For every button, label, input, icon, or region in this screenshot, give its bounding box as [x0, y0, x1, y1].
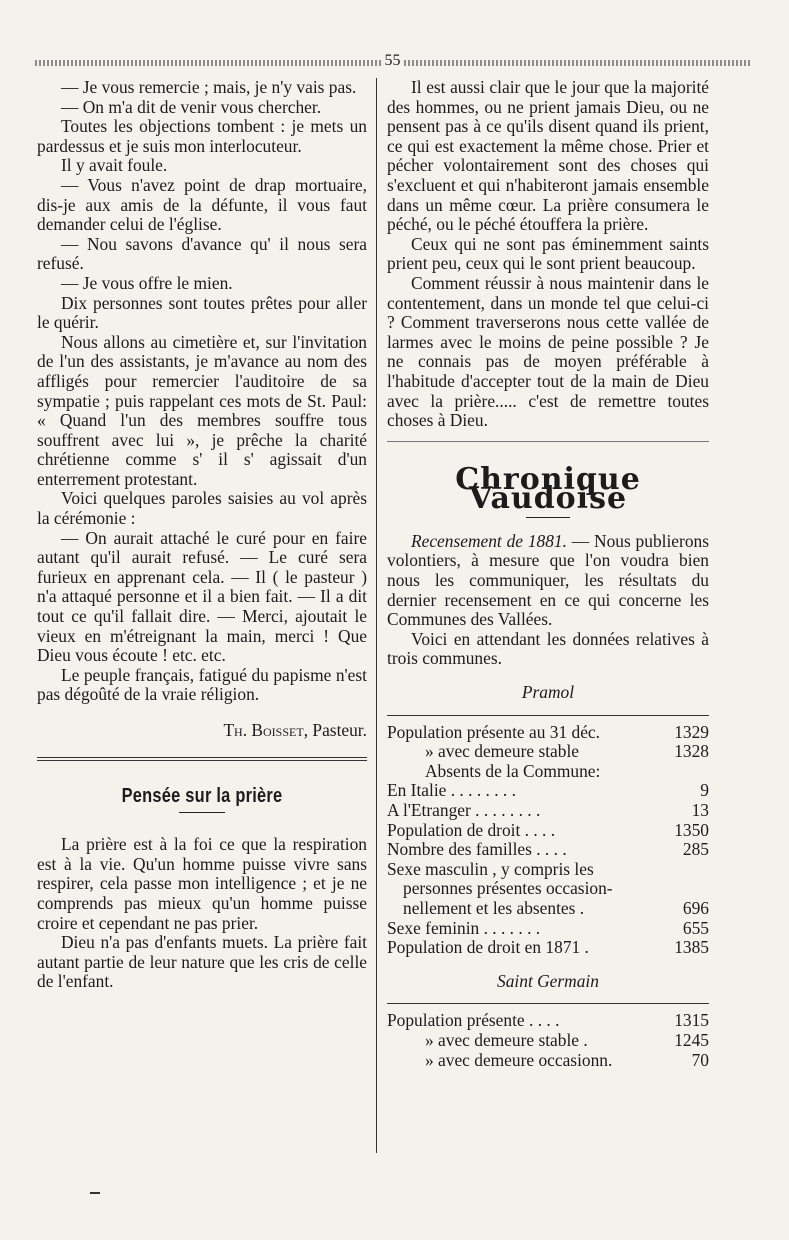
section-title: Chronique Vaudoise [455, 461, 641, 517]
paragraph: — Nou savons d'avance qu' il nous sera refusé. [37, 233, 367, 274]
left-column [37, 78, 367, 992]
commune-heading: Pramol [521, 682, 575, 703]
table-row: En Italie . . . . . . . . 9 [387, 780, 709, 801]
paragraph: Il y avait foule. [61, 155, 168, 176]
table-row: A l'Etranger . . . . . . . . 13 [387, 800, 709, 820]
section-divider [37, 757, 367, 761]
table-row: Sexe masculin , y compris les [387, 859, 594, 879]
table-row: Nombre des familles . . . . 285 [387, 839, 709, 860]
page-number: 55 [384, 52, 401, 69]
paragraph: — On m'a dit de venir vous chercher. [61, 96, 322, 117]
header-rule-right [404, 60, 751, 66]
table-row: Sexe feminin . . . . . . . 655 [387, 917, 709, 938]
paragraph: Le peuple français, fatigué du papisme n'est pas dégoûté de la vraie réligion. [37, 664, 367, 705]
header-rule-left [35, 60, 382, 66]
title-dash [526, 517, 570, 518]
paragraph: Toutes les objections tombent : je mets un pardessus et je suis mon interlocuteur. [37, 116, 367, 156]
stats-table-pramol [387, 723, 709, 958]
intro-label: Recensement de 1881. [411, 530, 567, 551]
column-divider [376, 78, 377, 1153]
stats-table-saint-germain [387, 1011, 709, 1070]
paragraph: Dieu n'a pas d'enfants muets. La prière fait autant partie de leur nature que les cris de celle de l'enfant. [37, 932, 367, 992]
table-row: » avec demeure stable 1328 [425, 741, 709, 762]
signature-name: Th. Boisset, [223, 720, 309, 740]
paragraph [387, 532, 709, 630]
paragraph: — Je vous remercie ; mais, je n'y vais pas. [61, 77, 357, 97]
table-row: Population présente au 31 déc. 1329 [387, 721, 709, 742]
intro-text: — Nous publierons volontiers, à mesure que l'on voudra bien nous les communiquer, les résultats du dernier recensement en ce qui concerne les Communes des Vallées. [387, 530, 709, 630]
table-row: » avec demeure occasionn. 70 [425, 1049, 709, 1070]
paragraph: Dix personnes sont toutes prêtes pour aller le quérir. [37, 292, 367, 333]
paragraph: La prière est à la foi ce que la respiration est à la vie. Qu'un homme puisse vivre sans respirer, cela passe mon intelligence ; et je ne comprends pas mieux qu'un homme puisse croire et cependant ne pas prier. [37, 834, 367, 933]
commune-heading: Saint Germain [497, 970, 599, 991]
section-divider [387, 441, 709, 442]
table-rule [387, 1003, 709, 1005]
table-row: nellement et les absentes . 696 [403, 897, 709, 918]
table-row: Absents de la Commune: [425, 761, 601, 781]
paragraph: Ceux qui ne sont pas éminemment saints prient peu, ceux qui le sont prient beaucoup. [387, 233, 709, 274]
table-row: Population présente . . . . 1315 [387, 1010, 709, 1031]
paragraph: — Vous n'avez point de drap mortuaire, dis-je aux amis de la défunte, il vous faut demander celui de l'église. [37, 174, 367, 235]
paragraph: Voici quelques paroles saisies au vol après la cérémonie : [37, 488, 367, 529]
table-row: » avec demeure stable . 1245 [425, 1029, 709, 1050]
table-row: Population de droit . . . . 1350 [387, 819, 709, 840]
signature [37, 721, 367, 741]
title-dash [179, 812, 225, 813]
table-rule [387, 715, 709, 717]
table-row: Population de droit en 1871 . 1385 [387, 937, 709, 958]
paragraph: — On aurait attaché le curé pour en faire autant qu'il aurait refusé. — Le curé sera furieux en apprenant cela. — Il ( le pasteur ) n'a attaqué personne et il a bien fait. — Il a dit tout ce qu'il fallait dire. — Merci, ajoutait le vieux en m'étreignant la main, merci ! Que Dieu vous écoute ! etc. etc. [37, 527, 367, 666]
paragraph: Il est aussi clair que le jour que la majorité des hommes, ou ne prient jamais Dieu, ou ne pensent pas à ce qu'ils disent quand ils prient, ce qui est exactement la même chose. Prier et pécher volontairement sont des choses qui s'excluent et qui n'habiteront jamais ensemble dans un même cœur. La prière consumera le péché, ou le péché étouffera la prière. [387, 77, 709, 235]
page-header [35, 50, 750, 72]
signature-title: Pasteur. [312, 720, 367, 740]
print-mark [90, 1192, 100, 1194]
paragraph: Comment réussir à nous maintenir dans le contentement, dans un monde tel que celui-ci ? Comment traverserons nous cette vallée de larmes avec le moins de peine possible ? Je ne connais pas de moyen préférable à l'habitude d'accepter tout de la main de Dieu avec la prière..... c'est de remettre toutes choses à Dieu. [387, 272, 709, 431]
right-column [387, 78, 709, 1070]
table-row: personnes présentes occasion- [403, 879, 613, 899]
paragraph: Nous allons au cimetière et, sur l'invitation de l'un des assistants, je m'avance au nom des affligés pour remercier l'auditoire de sa sympatie ; puis rappelant ces mots de St. Paul: « Quand l'un des membres souffre tous souffrent avec lui », je prêche la charité chrétienne comme s' il s' agissait d'un enterrement protestant. [37, 331, 367, 489]
paragraph: Voici en attendant les données relatives à trois communes. [387, 628, 709, 669]
paragraph: — Je vous offre le mien. [61, 272, 233, 293]
article-title: Pensée sur la prière [121, 784, 283, 807]
